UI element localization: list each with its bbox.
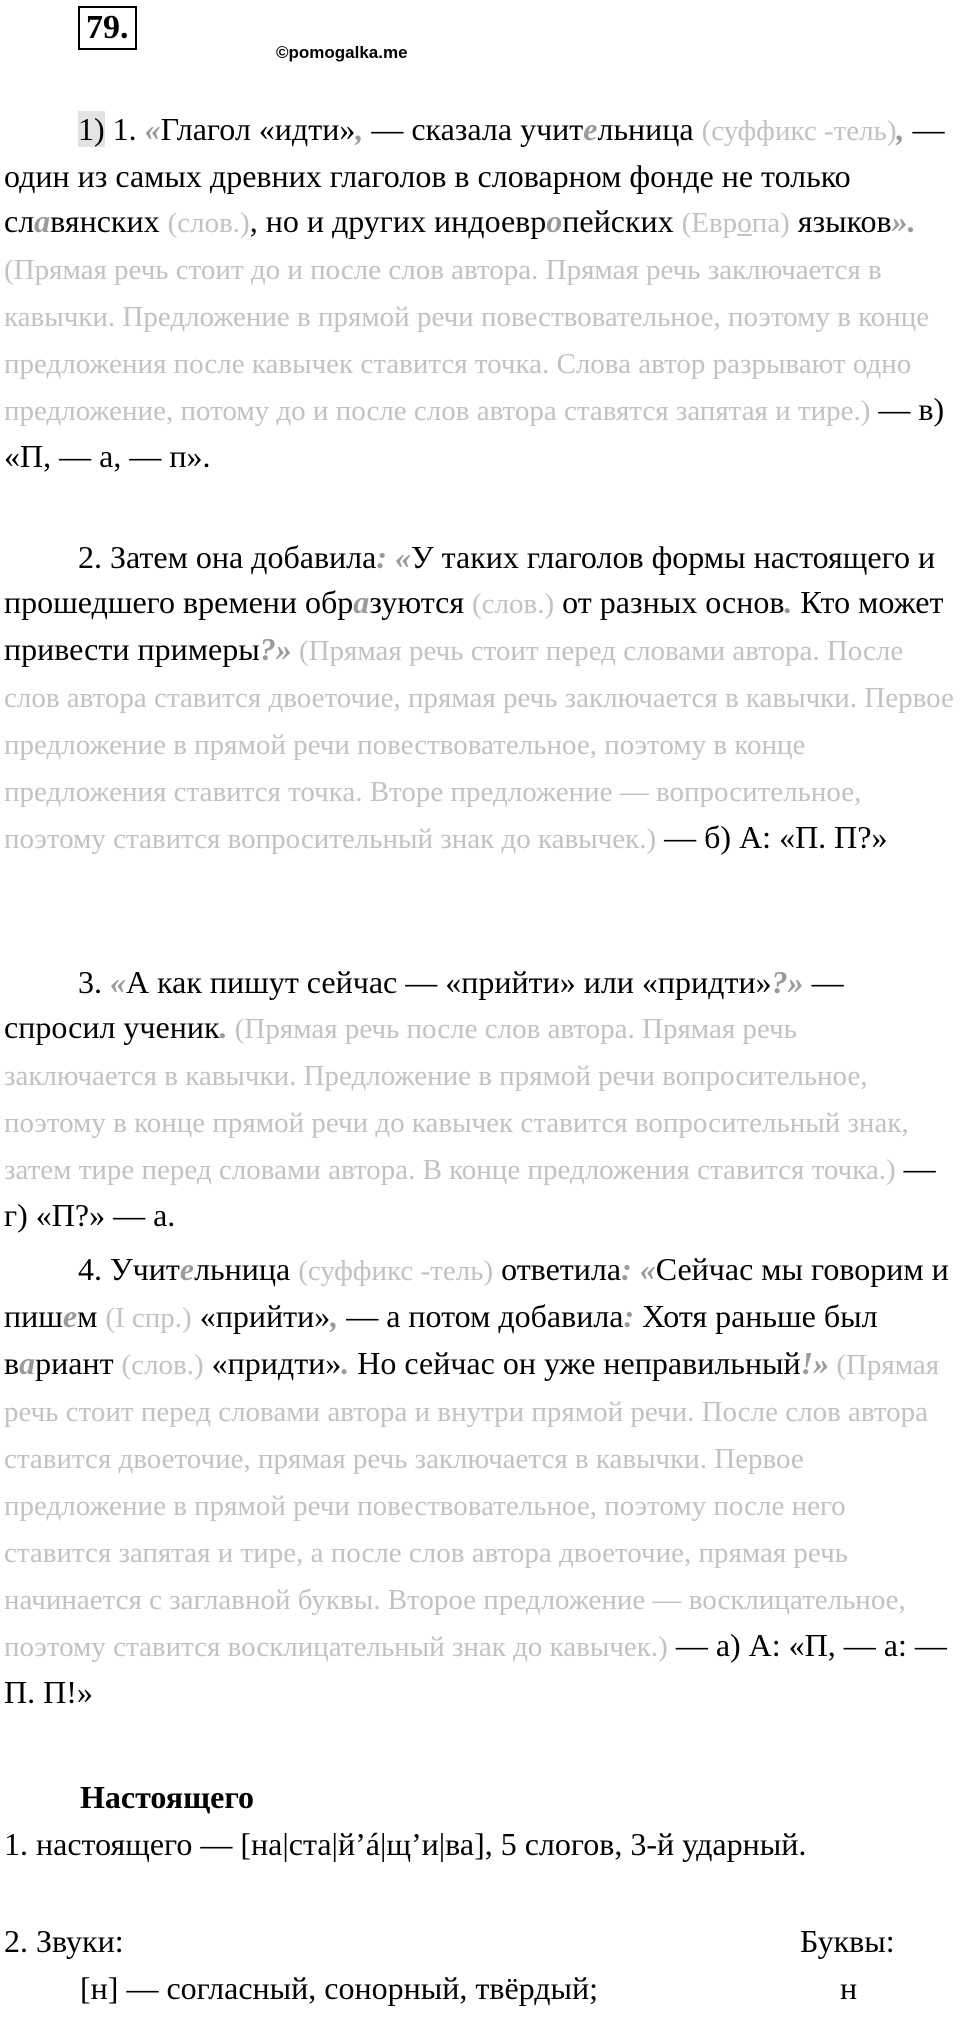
item-1-paragraph: 1) 1. «Глагол «идти», — сказала учительница (суффикс -тель), — один из самых древних глаголов в словарном фонде не только славянских (слов.), но и других индоевропейских (Европа) языков». (Прямая речь стоит до и после слов автора. Прямая речь заключается в кавычки. Предложение в прямой речи повествовательное, поэтому в конце предложения после кавычек ставится точка. Слова автор разрывают одно предложение, потому до и после слов автора ставятся запятая и тире.) — в) «П, — а, — п». bbox=[4, 111, 945, 474]
explanation: (Прямая речь стоит перед словами автора. После слов автора ставится двоеточие, прямая речь заключается в кавычки. Первое предложение в прямой речи повествовательное, поэтому в конце предложения ставится точка. Вторе предложение — вопросительное, поэтому ставится вопросительный знак до кавычек.) bbox=[4, 635, 954, 855]
sounds-label: 2. Звуки: bbox=[4, 1923, 124, 1959]
watermark: ©pomogalka.me bbox=[276, 43, 408, 62]
explanation: (Прямая речь после слов автора. Прямая речь заключается в кавычки. Предложение в прямой речи вопросительное, поэтому в конце прямой речи до кавычек ставится вопросительный знак, затем тире перед словами автора. В конце предложения ставится точка.) bbox=[4, 1013, 909, 1186]
letters-label: Буквы: bbox=[800, 1923, 895, 1959]
explanation: (Прямая речь стоит перед словами автора и внутри прямой речи. После слов автора ставится двоеточие, прямая речь заключается в кавычки. Первое предложение в прямой речи повествовательное, поэтому после него ставится запятая и тире, а после слов автора двоеточие, прямая речь начинается с заглавной буквы. Второе предложение — восклицательное, поэтому ставится восклицательный знак до кавычек.) bbox=[4, 1349, 940, 1663]
answer: — б) А: «П. П?» bbox=[656, 819, 888, 855]
item-4-paragraph: 4. Учительница (суффикс -тель) ответила: «Сейчас мы говорим и пишем (I спр.) «прийти», — а потом добавила: Хотя раньше был вариант (слов.) «придти». Но сейчас он уже неправильный!» (Прямая речь стоит перед словами автора и внутри прямой речи. После слов автора ставится двоеточие, прямая речь заключается в кавычки. Первое предложение в прямой речи повествовательное, поэтому после него ставится запятая и тире, а после слов автора двоеточие, прямая речь начинается с заглавной буквы. Второе предложение — восклицательное, поэтому ставится восклицательный знак до кавычек.) — а) А: «П, — а: — П. П!» bbox=[4, 1251, 949, 1710]
section-heading: Настоящего bbox=[80, 1779, 255, 1815]
item-1-label: 1) bbox=[78, 111, 105, 147]
answer: — г) «П?» — а. bbox=[4, 1150, 936, 1233]
sound-row: [н] — согласный, сонорный, твёрдый; bbox=[80, 1970, 599, 2006]
item-1-number: 1. bbox=[112, 111, 137, 147]
explanation: (Прямая речь стоит до и после слов автора. Прямая речь заключается в кавычки. Предложение в прямой речи повествовательное, поэтому в конце предложения после кавычек ставится точка. Слова автор разрывают одно предложение, потому до и после слов автора ставятся запятая и тире.) bbox=[4, 254, 930, 427]
answer: — в) «П, — а, — п». bbox=[4, 391, 945, 474]
answer: — а) А: «П, — а: — П. П!» bbox=[4, 1627, 947, 1710]
item-2-paragraph: 2. Затем она добавила: «У таких глаголов формы настоящего и прошедшего времени образуются (слов.) от разных основ. Кто может привести примеры?» (Прямая речь стоит перед словами автора. После слов автора ставится двоеточие, прямая речь заключается в кавычки. Первое предложение в прямой речи повествовательное, поэтому в конце предложения ставится точка. Вторе предложение — вопросительное, поэтому ставится вопросительный знак до кавычек.) — б) А: «П. П?» bbox=[4, 539, 954, 855]
item-3-paragraph: 3. «А как пишут сейчас — «прийти» или «придти»?» — спросил ученик. (Прямая речь после слов автора. Прямая речь заключается в кавычки. Предложение в прямой речи вопросительное, поэтому в конце прямой речи до кавычек ставится вопросительный знак, затем тире перед словами автора. В конце предложения ставится точка.) — г) «П?» — а. bbox=[4, 964, 936, 1233]
exercise-number: 79. bbox=[78, 6, 137, 50]
note: (суффикс -тель) bbox=[701, 115, 897, 147]
analysis-line-1: 1. настоящего — [на|ста|й’á|щ’и|ва], 5 слогов, 3-й ударный. bbox=[4, 1826, 807, 1862]
note: (слов.) bbox=[167, 207, 250, 239]
letter-cell: н bbox=[840, 1970, 858, 2006]
